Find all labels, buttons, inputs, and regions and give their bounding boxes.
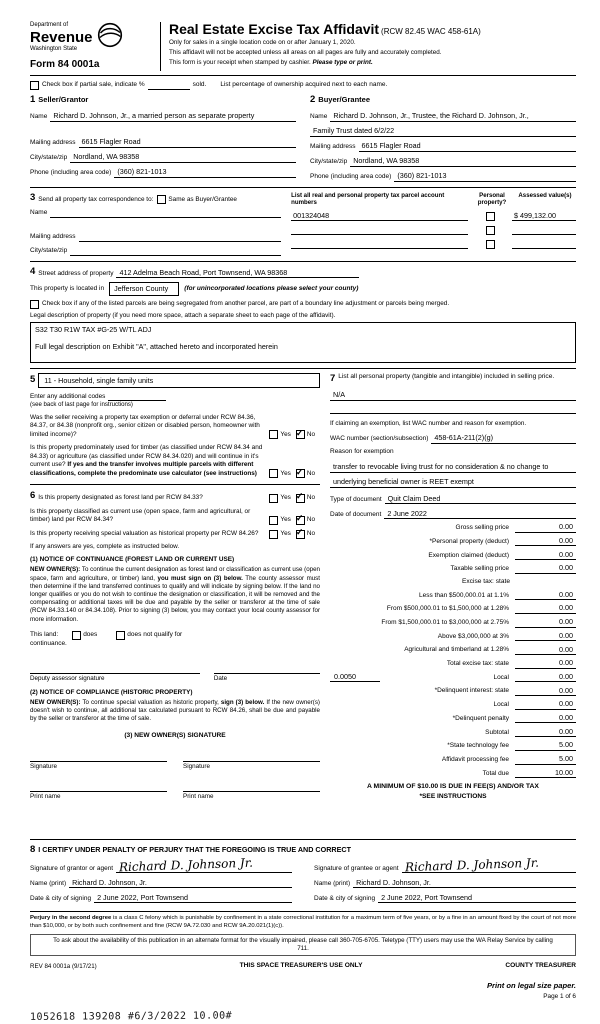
assessed-value-header: Assessed value(s) — [518, 191, 572, 199]
tier4-tax-field[interactable]: 0.00 — [515, 631, 576, 642]
grantee-signature: Richard D. Johnson Jr. — [404, 855, 539, 874]
current-use-question: Is this property classified as current use (open space, farm and agricultural, or timber) land per RCW 84.34? Yes ✓ No — [30, 508, 320, 525]
correspondence-mailing-field[interactable] — [79, 233, 282, 242]
correspondence-city-field[interactable] — [70, 247, 281, 256]
partial-sale-row — [30, 81, 576, 90]
parcel-number-field[interactable] — [291, 226, 468, 235]
tax-row: Subtotal 0.00 — [330, 727, 576, 738]
alternate-format-notice: To ask about the availability of this publication in an alternate format for the visually impaired, please call 360-705-6705. Teletype (TTY) users may use the WA Relay Service by calling 711. — [30, 934, 576, 956]
legal-description-label: Legal description of property (if you need more space, attach a separate sheet to each page of the affidavit). — [30, 311, 336, 319]
seller-name-field[interactable]: Richard D. Johnson, Jr., a married person as separate property — [50, 111, 296, 122]
tax-row: *Personal property (deduct) 0.00 — [330, 536, 576, 547]
rev-number: REV 84 0001a (9/17/21) — [30, 962, 97, 970]
parcel-numbers-header: List all real and personal property tax parcel account numbers — [291, 191, 445, 206]
new-owner-print-row: Print name Print name — [30, 782, 320, 801]
county-treasurer-label: COUNTY TREASURER — [505, 962, 576, 970]
tier3-tax-field[interactable]: 0.00 — [515, 617, 576, 628]
personal-property-checkbox[interactable] — [486, 212, 495, 221]
partial-percent-field[interactable] — [148, 89, 190, 90]
tax-row: Exemption claimed (deduct) 0.00 — [330, 550, 576, 561]
seller-grantor-section: 1 Seller/Grantor Name Richard D. Johnson, Jr., a married person as separate property Mailing address 6615 Flagler Road City/state/zip Nordland, WA 98358 Phone (including area code) (360) 821-1013 — [30, 94, 296, 182]
no-checkbox[interactable] — [296, 530, 305, 539]
tax-row: Total due 10.00 — [330, 768, 576, 779]
buyer-name-field[interactable]: Richard D. Johnson, Jr., Trustee, the Richard D. Johnson, Jr., — [330, 111, 576, 122]
personal-property-checkbox[interactable] — [486, 226, 495, 235]
property-section: 4 Street address of property 412 Adelma Beach Road, Port Townsend, WA 98368 This property is located in Jefferson County (for unincorporated locations please select your county) Check box if any of the listed parcels are being segregated from another parcel, are part of a boundary line adjustment or parcels being merged. Legal description of property (if you need more space, attach a separate sheet to each page of the affidavit). S32 T30 R1W TAX #G-25 W/TL ADJ Full legal description on Exhibit "A", attached hereto and incorporated herein — [30, 261, 576, 368]
tax-row: Total excise tax: state 0.00 — [330, 658, 576, 669]
same-as-buyer-label: Same as Buyer/Grantee — [168, 195, 237, 203]
reason-field-line1[interactable]: transfer to revocable living trust for no consideration & no change to — [330, 462, 576, 473]
total-due-field[interactable]: 10.00 — [515, 768, 576, 779]
perjury-notice: Perjury in the second degree is a class C felony which is punishable by confinement in a state correctional institution for a maximum term of five years, or by a fine in an amount fixed by the court of not more than $10,000, or by both such confinement and fine (RCW 9A.72.030 and RCW 9A.20.021(1)(c)). — [30, 911, 576, 931]
codes-note: (see back of last page for instructions) — [30, 401, 133, 408]
deputy-signature-label: Deputy assessor signature — [30, 675, 105, 683]
assessed-value-field[interactable] — [512, 240, 576, 249]
taxable-selling-price-field[interactable]: 0.00 — [515, 563, 576, 574]
buyer-title: Buyer/Grantee — [318, 95, 370, 104]
form-number: Form 84 0001a — [30, 58, 100, 70]
personal-property-deduct-field[interactable]: 0.00 — [515, 536, 576, 547]
legal-size-paper-note: Print on legal size paper. — [486, 980, 576, 990]
parcel-row — [291, 240, 576, 249]
same-as-buyer-checkbox[interactable] — [157, 195, 166, 204]
section-4-number: 4 — [30, 265, 36, 277]
page-number: Page 1 of 6 — [543, 992, 576, 1000]
section-3-number: 3 — [30, 191, 36, 203]
delinquent-penalty-field[interactable]: 0.00 — [515, 713, 576, 724]
deputy-date-label: Date — [213, 675, 228, 683]
new-owner-signature-row: Signature Signature — [30, 752, 320, 771]
grantor-signature-block: Signature of grantor or agent Richard D. Johnson Jr. Name (print) Richard D. Johnson, Jr. Date & city of signing 2 June 2022, Port Townsend — [30, 861, 292, 904]
correspondence-label: Send all property tax correspondence to: — [38, 195, 154, 203]
personal-property-header: Personal property? — [477, 191, 507, 206]
section-5-number: 5 — [30, 374, 36, 386]
form-title: Real Estate Excise Tax Affidavit — [169, 21, 380, 37]
form-header — [30, 22, 576, 76]
state-technology-fee-field[interactable]: 5.00 — [515, 740, 576, 751]
title-block — [169, 22, 576, 71]
seller-title: Seller/Grantor — [38, 95, 89, 104]
does-not-checkbox[interactable] — [116, 631, 125, 640]
buyer-name-field-line2[interactable]: Family Trust dated 6/2/22 — [310, 126, 576, 137]
partial-sale-label: Check box if partial sale, indicate % — [42, 81, 145, 89]
this-land-label: This land: — [30, 631, 59, 639]
local-tax-field[interactable]: 0.00 — [515, 672, 576, 683]
yes-checkbox[interactable] — [269, 430, 278, 439]
yes-no-group: Yes ✓ No — [269, 494, 320, 503]
parties-section — [30, 94, 576, 187]
see-instructions-note: *SEE INSTRUCTIONS — [419, 793, 487, 801]
notice-of-compliance-heading: (2) NOTICE OF COMPLIANCE (HISTORIC PROPERTY) — [30, 688, 193, 696]
header-divider — [160, 22, 161, 71]
street-address-field[interactable]: 412 Adelma Beach Road, Port Townsend, WA 98368 — [116, 268, 359, 279]
tax-row: 0.0050 Local 0.00 — [330, 672, 576, 683]
grantee-date-city-field[interactable]: 2 June 2022, Port Townsend — [378, 893, 576, 904]
tax-row: Gross selling price 0.00 — [330, 522, 576, 533]
new-owner-signature-line[interactable] — [183, 752, 320, 762]
no-checkbox[interactable] — [296, 469, 305, 478]
footer-row — [30, 962, 576, 971]
agency-block — [30, 22, 160, 71]
yes-no-group: Yes ✓ No — [269, 469, 320, 478]
subtotal-field[interactable]: 0.00 — [515, 727, 576, 738]
parcel-row — [291, 211, 576, 222]
deputy-assessor-row — [30, 664, 320, 683]
correspondence-and-parcels-section — [30, 187, 576, 261]
segregated-checkbox[interactable] — [30, 300, 39, 309]
seller-city-field[interactable]: Nordland, WA 98358 — [70, 152, 296, 163]
form-rcw-reference: (RCW 82.45 WAC 458-61A) — [381, 27, 481, 36]
delinquent-interest-state-field[interactable]: 0.00 — [515, 686, 576, 697]
tax-row: Less than $500,000.01 at 1.1% 0.00 — [330, 590, 576, 601]
historic-property-question: Is this property receiving special valuation as historical property per RCW 84.26? Yes ✓ No — [30, 530, 320, 539]
washington-state-label: Washington State — [30, 45, 78, 52]
grantee-print-name-field[interactable]: Richard D. Johnson, Jr. — [353, 878, 576, 889]
new-owner-signature-line[interactable] — [30, 752, 167, 762]
certification-section — [30, 839, 576, 909]
local-rate-field[interactable]: 0.0050 — [330, 672, 380, 683]
assessed-value-field[interactable] — [512, 226, 576, 235]
parcel-number-field[interactable]: 001324048 — [291, 211, 468, 222]
legal-description-line2: Full legal description on Exhibit "A", attached hereto and incorporated herein — [35, 341, 278, 351]
section-6-number: 6 — [30, 490, 36, 502]
located-in-label: This property is located in — [30, 284, 105, 292]
deputy-signature-line[interactable] — [30, 664, 200, 674]
buyer-grantee-section: 2 Buyer/Grantee Name Richard D. Johnson, Jr., Trustee, the Richard D. Johnson, Jr., Family Trust dated 6/2/22 Mailing address 6615 Flagler Road City/state/zip Nordland, WA 98358 Phone (including area code) (360) 821-1013 — [310, 94, 576, 182]
middle-columns — [30, 368, 576, 835]
total-excise-state-field[interactable]: 0.00 — [515, 658, 576, 669]
parcel-number-field[interactable] — [291, 240, 468, 249]
revenue-logo-icon — [97, 22, 123, 54]
affidavit-processing-fee-field[interactable]: 5.00 — [515, 754, 576, 765]
timber-agriculture-question: Is this property predominately used for timber (as classified under RCW 84.34 and 84.33) or agriculture (as classified under RCW 84.34.020) and will continue in it's current use? If yes and the transfer involves multiple parcels with different classifications, complete the predominate use calculator (see instructions) Yes ✓ No — [30, 444, 320, 478]
new-owner-print-line[interactable] — [30, 782, 167, 792]
tier2-tax-field[interactable]: 0.00 — [515, 603, 576, 614]
buyer-phone-field[interactable]: (360) 821-1013 — [394, 171, 576, 182]
personal-property-field[interactable]: N/A — [330, 390, 576, 401]
land-use-code-field[interactable]: 11 - Household, single family units — [38, 373, 320, 388]
yes-checkbox[interactable] — [269, 516, 278, 525]
wac-number-field[interactable]: 458-61A-211(2)(g) — [431, 433, 576, 444]
sold-label: sold. — [192, 81, 207, 89]
header-note-3: This form is your receipt when stamped by cashier. Please type or print. — [169, 58, 373, 66]
answers-yes-note: If any answers are yes, complete as instructed below. — [30, 542, 180, 550]
cashier-receipt-stamp: 1052618 139208 #6/3/2022 10.00# — [29, 1010, 233, 1024]
no-checkbox[interactable] — [296, 494, 305, 503]
gross-selling-price-field[interactable]: 0.00 — [515, 522, 576, 533]
correspondence-block: 3 Send all property tax correspondence to: Same as Buyer/Grantee Name Mailing address City/state/zip — [30, 192, 281, 256]
grantor-print-name-field[interactable]: Richard D. Johnson, Jr. — [69, 878, 292, 889]
continuance-label: continuance. — [30, 639, 67, 647]
notice-of-compliance-text: NEW OWNER(S): To continue special valuation as historic property, sign (3) below. If the new owner(s) doesn't wish to continue, all additional tax calculated pursuant to RCW 84.26, shall be due and payable by the seller or transferor at the time of sale. — [30, 699, 320, 723]
seller-mailing-field[interactable]: 6615 Flagler Road — [79, 137, 296, 148]
does-checkbox[interactable] — [72, 631, 81, 640]
tax-row: Agricultural and timberland at 1.28% 0.00 — [330, 645, 576, 656]
exemption-deferral-question: Was the seller receiving a property tax exemption or deferral under RCW 84.36, 84.37, or 84.38 (nonprofit org., senior citizen or disabled person, homeowner with limited income)? Yes ✓ No — [30, 414, 320, 439]
tax-row: From $1,500,000.01 to $3,000,000 at 2.75% 0.00 — [330, 617, 576, 628]
section-7-number: 7 — [330, 373, 336, 385]
reason-for-exemption-label: Reason for exemption — [330, 447, 394, 455]
legal-description-field[interactable] — [30, 322, 576, 363]
grantor-date-city-field[interactable]: 2 June 2022, Port Townsend — [94, 893, 292, 904]
tax-row: *Delinquent interest: state 0.00 — [330, 686, 576, 697]
yes-checkbox[interactable] — [269, 469, 278, 478]
dept-of-label: Department of — [30, 22, 69, 28]
yes-no-group: Yes ✓ No — [269, 430, 320, 439]
treasurer-space-label: THIS SPACE TREASURER'S USE ONLY — [239, 962, 363, 970]
grantor-signature: Richard D. Johnson Jr. — [118, 855, 254, 874]
left-column: 5 11 - Household, single family units Enter any additional codes (see back of last page for instructions) Was the seller receiving a property tax exemption or deferral under RCW 84.36, 84.37, or 84.38 (nonprofit org., senior citizen or disabled person, homeowner with limited income)? Yes ✓ No Is this property predominately used for timber (as classified under RCW 84.34 and 84.33) or agriculture (as classified under RCW 84.34.020) and will continue in it's current use? If yes and the transfer involves multiple parcels with different classifications, complete the predominate use calculator (see instructions) Yes ✓ No 6 Is this property designated as forest land per RCW 84.33? Yes ✓ No Is this property classified as current use (open space, farm and agricultural, or timber) land per RCW 84.34? Yes ✓ No Is this property receiving special valuation as historical property per RCW 84.26? Yes ✓ No If any answers are yes, complete as instructed below. (1) NOTICE OF CONTINUANCE (FOREST LAND OR CURRENT USE) NEW OWNER(S): To continue the current designation as forest land or classification as current use (open space, farm and agriculture, or timber) land, you must sign on (3) below. The county assessor must then determine if the land transferred continues to qualify and will indicate by signing below. If the land no longer qualifies or you do not wish to continue the designation or classification, it will be removed and the compensating or additional taxes will be due and payable by the seller or transferor at the time of sale (RCW 84.33.140 or 84.34.108). Prior to signing (3) below, you may contact your local county assessor for more information. This land: does does not qualify for continuance. Deputy assessor signature Date (2) NOTICE OF COMPLIANCE (HISTORIC PROPERTY) NEW OWNER(S): To continue special valuation as historic property, sign (3) below. If the new owner(s) doesn't wish to continue, all additional tax calculated pursuant to RCW 84.26, shall be due and payable by the seller or transferor at the time of sale. (3) NEW OWNER(S) SIGNATURE Signature Signature Print name Print name — [30, 373, 320, 835]
header-note-2: This affidavit will not be accepted unless all areas on all pages are fully and accurately completed. — [169, 48, 442, 56]
land-qualify-row: This land: does does not qualify for — [30, 631, 183, 639]
personal-property-label: List all personal property (tangible and intangible) included in selling price. — [338, 373, 555, 381]
notice-of-continuance-text: NEW OWNER(S): To continue the current designation as forest land or classification as current use (open space, farm and agriculture, or timber) land, you must sign on (3) below. The county assessor must then determine if the land transferred continues to qualify and will indicate by signing below. If the land no longer qualifies or you do not wish to continue the designation or classification, it will be removed and the compensating or additional taxes will be due and payable by the seller or transferor at the time of sale (RCW 84.33.140 or 84.34.108). Prior to signing (3) below, you may contact your local county assessor for more information. — [30, 566, 320, 623]
minimum-due-note: A MINIMUM OF $10.00 IS DUE IN FEE(S) AND/OR TAX — [367, 783, 539, 791]
buyer-mailing-field[interactable]: 6615 Flagler Road — [359, 141, 576, 152]
segregated-label: Check box if any of the listed parcels are being segregated from another parcel, are part of a boundary line adjustment or parcels being merged. — [42, 299, 450, 307]
exemption-claimed-field[interactable]: 0.00 — [515, 550, 576, 561]
tier1-tax-field[interactable]: 0.00 — [515, 590, 576, 601]
deputy-date-line[interactable] — [214, 664, 320, 674]
section-8-number: 8 — [30, 844, 36, 856]
partial-sale-checkbox[interactable] — [30, 81, 39, 90]
grantee-signature-field[interactable] — [402, 855, 576, 874]
parcel-table — [291, 192, 576, 256]
section-7: 7 List all personal property (tangible and intangible) included in selling price. N/A If claiming an exemption, list WAC number and reason for exemption. WAC number (section/subsection) 458-61A-211(2)(g) Reason for exemption transfer to revocable living trust for no consideration & no change to underlying beneficial owner is REET exempt Type of document Quit Claim Deed Date of document 2 June 2022 Gross selling price 0.00 *Personal property (deduct) 0.00 Exemption claimed (deduct) 0.00 Taxable selling price 0.00 Excise tax: state Less than $500,000.01 at 1.1% 0.00 From $500,000.01 to $1,500,000 at 1.28% 0.00 From $1,500,000.01 to $3,000,000 at 2.75% 0.00 Above $3,000,000 at 3% 0.00 Agricultural and timberland at 1.28% 0.00 Total excise tax: state 0.00 0.0050 Local 0.00 *Delinquent interest: state 0.00 Local 0.00 *Delinquent penalty 0.00 Subtotal 0.00 *State technology fee 5.00 Affidavit processing fee 5.00 Total due 10.00 A MINIMUM OF $10.00 IS DUE IN FEE(S) AND/OR TAX *SEE INSTRUCTIONS — [330, 373, 576, 835]
seller-phone-field[interactable]: (360) 821-1013 — [114, 167, 296, 178]
excise-tax-state-heading: Excise tax: state — [461, 577, 510, 585]
forest-land-question: 6 Is this property designated as forest land per RCW 84.33? Yes ✓ No — [30, 490, 320, 503]
header-note-1: Only for sales in a single location code on or after January 1, 2020. — [169, 39, 356, 47]
correspondence-name-field[interactable] — [50, 209, 281, 218]
agricultural-timberland-field[interactable]: 0.00 — [515, 645, 576, 656]
section-2-number: 2 — [310, 94, 316, 105]
no-checkbox[interactable] — [296, 430, 305, 439]
parcel-row — [291, 226, 576, 235]
tax-row: Local 0.00 — [330, 699, 576, 710]
yes-checkbox[interactable] — [269, 530, 278, 539]
no-checkbox[interactable] — [296, 516, 305, 525]
new-owners-signature-heading: (3) NEW OWNER(S) SIGNATURE — [124, 731, 226, 739]
yes-no-group: Yes ✓ No — [269, 516, 320, 525]
tax-row: *Delinquent penalty 0.00 — [330, 713, 576, 724]
tax-row: Above $3,000,000 at 3% 0.00 — [330, 631, 576, 642]
delinquent-interest-local-field[interactable]: 0.00 — [515, 699, 576, 710]
revenue-wordmark: Revenue — [30, 28, 93, 46]
section-1-number: 1 — [30, 94, 36, 105]
document-type-field[interactable]: Quit Claim Deed — [385, 494, 576, 505]
yes-no-group: Yes ✓ No — [269, 530, 320, 539]
tax-row: *State technology fee 5.00 — [330, 740, 576, 751]
yes-checkbox[interactable] — [269, 494, 278, 503]
forest-land-section — [30, 484, 320, 801]
notice-of-continuance-heading: (1) NOTICE OF CONTINUANCE (FOREST LAND OR CURRENT USE) — [30, 555, 235, 563]
buyer-city-field[interactable]: Nordland, WA 98358 — [350, 156, 576, 167]
tax-row: Affidavit processing fee 5.00 — [330, 754, 576, 765]
tax-row: Taxable selling price 0.00 — [330, 563, 576, 574]
county-select[interactable]: Jefferson County — [109, 282, 179, 296]
reason-field-line2[interactable]: underlying beneficial owner is REET exempt — [330, 477, 576, 488]
document-date-field[interactable]: 2 June 2022 — [384, 509, 576, 520]
county-note: (for unincorporated locations please select your county) — [184, 284, 359, 292]
personal-property-field-line2[interactable] — [330, 405, 576, 414]
exemption-note: If claiming an exemption, list WAC number and reason for exemption. — [330, 420, 527, 428]
certification-title: I CERTIFY UNDER PENALTY OF PERJURY THAT THE FOREGOING IS TRUE AND CORRECT — [38, 845, 351, 855]
ownership-percentage-note: List percentage of ownership acquired next to each name. — [220, 81, 388, 89]
assessed-value-field[interactable]: $ 499,132.00 — [512, 211, 576, 222]
grantee-signature-block: Signature of grantee or agent Richard D. Johnson Jr. Name (print) Richard D. Johnson, Jr. Date & city of signing 2 June 2022, Port Townsend — [314, 861, 576, 904]
tax-row: From $500,000.01 to $1,500,000 at 1.28% 0.00 — [330, 603, 576, 614]
personal-property-checkbox[interactable] — [486, 240, 495, 249]
new-owner-print-line[interactable] — [183, 782, 320, 792]
grantor-signature-field[interactable] — [116, 855, 292, 874]
legal-description-line1: S32 T30 R1W TAX #G-25 W/TL ADJ — [35, 325, 152, 335]
